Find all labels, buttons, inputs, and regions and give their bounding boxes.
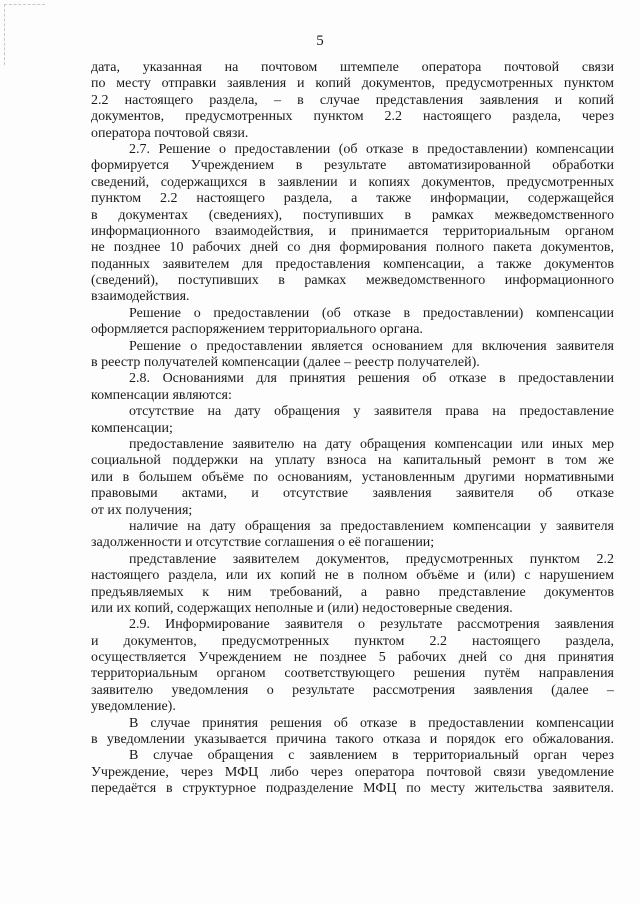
text-line: осуществляется Учреждением не позднее 5 рабочих дней со дня принятия xyxy=(91,650,614,666)
paragraph xyxy=(91,437,614,519)
paragraph xyxy=(91,339,614,372)
paragraph xyxy=(91,552,614,618)
paragraph xyxy=(91,60,614,142)
text-line: (сведений), поступивших в рамках межведомственного информационного xyxy=(91,273,614,289)
text-line: передаётся в структурное подразделение МФЦ по месту жительства заявителя. xyxy=(91,781,614,797)
text-line: поданных заявителем для предоставления компенсации, а также документов xyxy=(91,256,614,272)
text-line: 2.8. Основаниями для принятия решения об отказе в предоставлении xyxy=(129,371,614,387)
text-line: территориальным органом соответствующего решения путём направления xyxy=(91,666,614,682)
text-line: задолженности и отсутствие соглашения о её погашении; xyxy=(91,535,435,551)
text-line: представление заявителем документов, предусмотренных пунктом 2.2 xyxy=(129,551,614,567)
text-line: В случае обращения с заявлением в территориальный орган через xyxy=(129,748,614,764)
text-line: в документах (сведениях), поступивших в рамках межведомственного xyxy=(91,207,614,223)
text-line: по месту отправки заявления и копий документов, предусмотренных пунктом xyxy=(91,76,614,92)
text-line: 2.2 настоящего раздела, – в случае представления заявления и копий xyxy=(91,92,614,108)
text-line: документов, предусмотренных пунктом 2.2 настоящего раздела, через xyxy=(91,109,614,125)
text-line: Учреждение, через МФЦ либо через оператора почтовой связи уведомление xyxy=(91,764,614,780)
text-line: и документов, предусмотренных пунктом 2.2 настоящего раздела, xyxy=(91,633,614,649)
paragraph xyxy=(91,748,614,797)
paragraph xyxy=(91,617,614,715)
text-line: в реестр получателей компенсации (далее – реестр получателей). xyxy=(91,355,480,371)
text-line: 2.9. Информирование заявителя о результате рассмотрения заявления xyxy=(129,617,614,633)
text-line: уведомление). xyxy=(91,699,176,715)
paragraph xyxy=(91,716,614,749)
text-line: дата, указанная на почтовом штемпеле оператора почтовой связи xyxy=(91,60,614,75)
paragraph xyxy=(91,404,614,437)
text-line: оператора почтовой связи. xyxy=(91,125,249,141)
text-line: от их получения; xyxy=(91,502,193,518)
text-line: сведений, содержащихся в заявлении и копиях документов, предусмотренных xyxy=(91,174,614,190)
text-line: компенсации являются: xyxy=(91,387,232,403)
text-line: пунктом 2.2 настоящего раздела, а также информации, содержащейся xyxy=(91,191,614,207)
text-line: отсутствие на дату обращения у заявителя права на предоставление xyxy=(129,404,614,420)
document-body xyxy=(91,60,614,798)
text-line: социальной поддержки на уплату взноса на капитальный ремонт в том же xyxy=(91,453,614,469)
paragraph xyxy=(91,371,614,404)
text-line: предоставление заявителю на дату обращения компенсации или иных мер xyxy=(129,436,614,452)
text-line: В случае принятия решения об отказе в предоставлении компенсации xyxy=(129,715,614,731)
paragraph xyxy=(91,142,614,306)
text-line: в уведомлении указывается причина такого отказа и порядок его обжалования. xyxy=(91,732,614,748)
text-line: компенсации; xyxy=(91,420,173,436)
paragraph xyxy=(91,306,614,339)
text-line: правовыми актами, и отсутствие заявления заявителя об отказе xyxy=(91,486,614,502)
text-line: Решение о предоставлении является основанием для включения заявителя xyxy=(129,338,614,354)
text-line: информационного взаимодействия, и принимается территориальным органом xyxy=(91,223,614,239)
text-line: Решение о предоставлении (об отказе в предоставлении) компенсации xyxy=(129,305,614,321)
text-line: 2.7. Решение о предоставлении (об отказе в предоставлении) компенсации xyxy=(129,141,614,157)
text-line: или их копий, содержащих неполные и (или) недостоверные сведения. xyxy=(91,600,513,616)
text-line: не позднее 10 рабочих дней со дня формирования полного пакета документов, xyxy=(91,240,614,256)
text-line: заявителю уведомления о результате рассмотрения заявления (далее – xyxy=(91,682,614,698)
text-line: формируется Учреждением в результате автоматизированной обработки xyxy=(91,158,614,174)
text-line: взаимодействия. xyxy=(91,289,190,305)
text-line: оформляется распоряжением территориального органа. xyxy=(91,322,423,338)
page-number: 5 xyxy=(316,33,324,49)
paragraph xyxy=(91,519,614,552)
text-line: наличие на дату обращения за предоставлением компенсации у заявителя xyxy=(129,518,614,534)
text-line: настоящего раздела, или их копий не в полном объёме и (или) с нарушением xyxy=(91,568,614,584)
text-line: предъявляемых к ним требований, а равно представление документов xyxy=(91,584,614,600)
text-line: или в большем объёме по основаниям, установленным другими нормативными xyxy=(91,469,614,485)
